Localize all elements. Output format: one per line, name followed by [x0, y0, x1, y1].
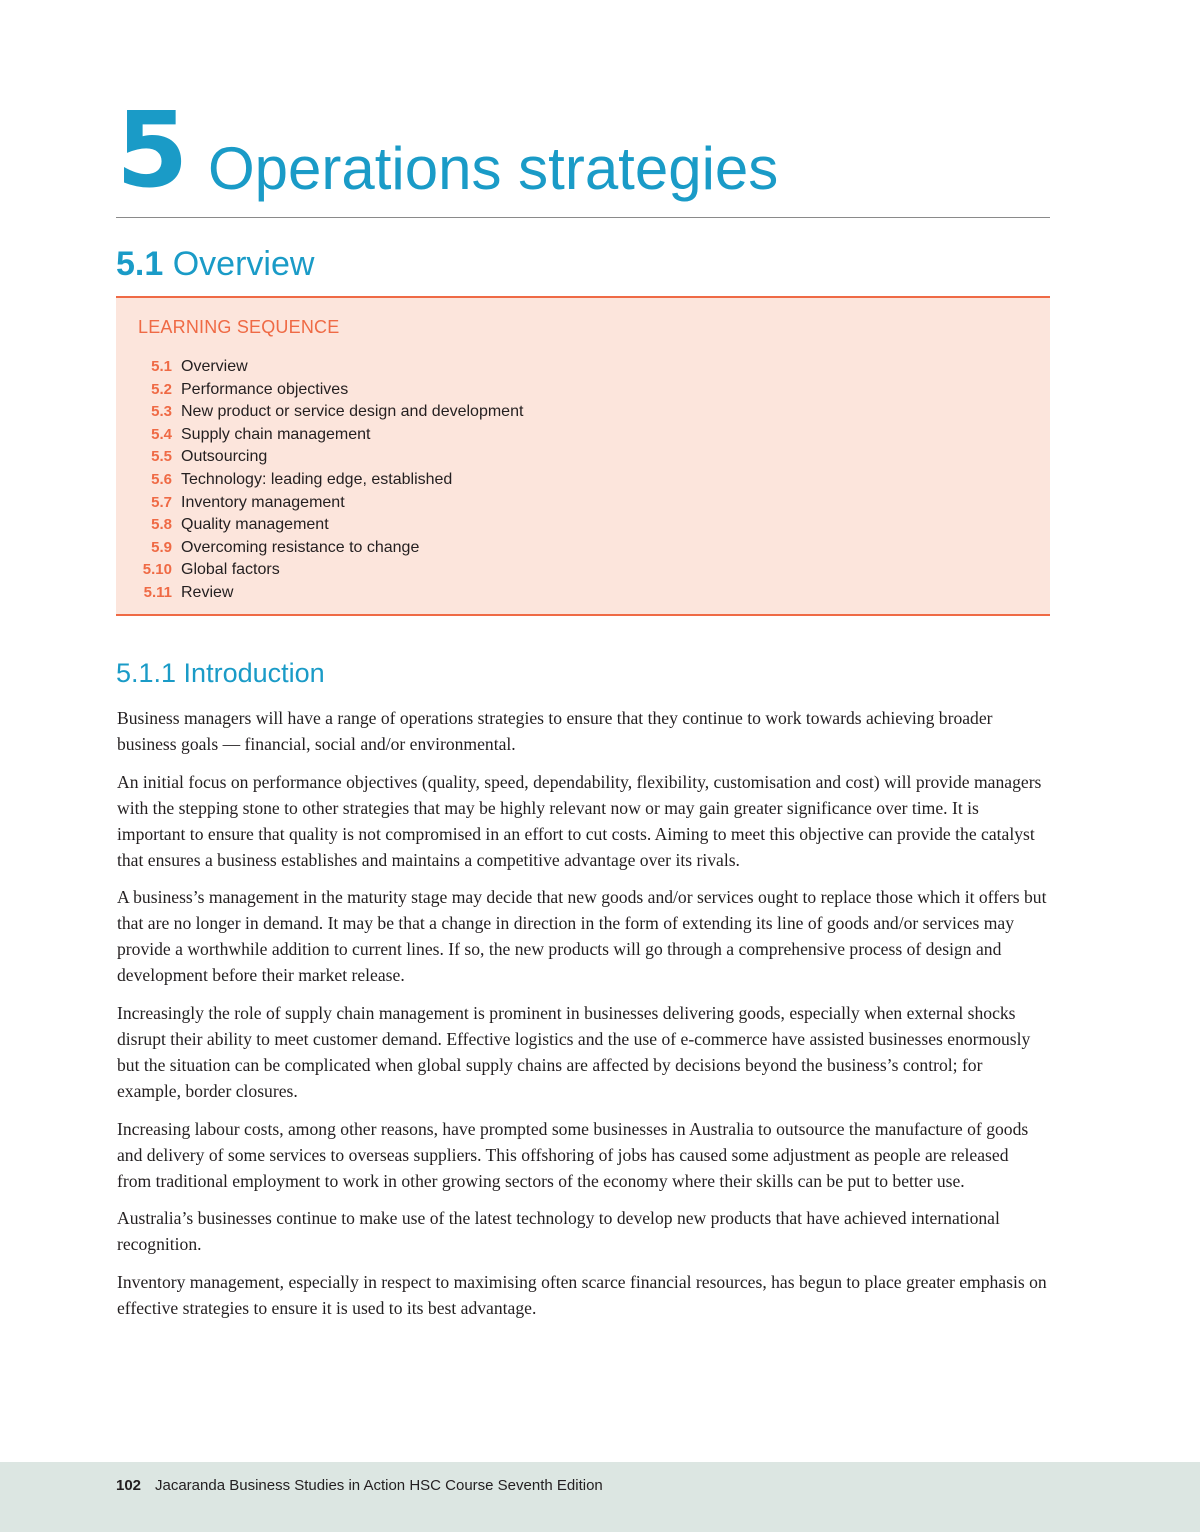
learning-sequence-box [116, 296, 1050, 616]
learning-sequence-item [116, 514, 523, 537]
section-number: 5.1 [116, 245, 164, 283]
learning-sequence-item [116, 469, 523, 492]
learning-sequence-item-label: Global factors [181, 561, 280, 579]
paragraph: Australia’s businesses continue to make use of the latest technology to develop new products that have achieved international recognition. [117, 1208, 1000, 1255]
section-heading [116, 244, 314, 284]
learning-sequence-item-number: 5.5 [151, 448, 172, 466]
learning-sequence-item-number: 5.8 [151, 516, 172, 534]
learning-sequence-item [116, 492, 523, 515]
section-title: Overview [172, 245, 315, 283]
learning-sequence-item [116, 379, 523, 402]
paragraph: A business’s management in the maturity stage may decide that new goods and/or services ought to replace those which it offers but that are no longer in demand. It may be that a change in direction in the form of extending its line of goods and/or services may provide a worthwhile addition to current lines. If so, the new products will go through a comprehensive process of design and development before their market release. [117, 887, 1047, 986]
paragraph: Increasing labour costs, among other reasons, have prompted some businesses in Australia to outsource the manufacture of goods and delivery of some services to overseas suppliers. This offshoring of jobs has caused some adjustment as people are released from traditional employment to work in other growing sectors of the economy where their skills can be put to better use. [117, 1118, 1029, 1191]
learning-sequence-item-label: New product or service design and development [181, 403, 524, 421]
learning-sequence-item-number: 5.11 [143, 583, 172, 601]
learning-sequence-item-label: Supply chain management [181, 425, 371, 443]
learning-sequence-list [116, 356, 523, 605]
learning-sequence-item [116, 537, 523, 560]
learning-sequence-item-label: Performance objectives [181, 380, 349, 398]
page-footer [0, 1462, 1200, 1532]
learning-sequence-item [116, 582, 523, 605]
chapter-heading [116, 89, 1050, 218]
learning-sequence-item-label: Overcoming resistance to change [181, 538, 420, 556]
subsection-heading: 5.1.1 Introduction [116, 658, 325, 688]
learning-sequence-title: LEARNING SEQUENCE [138, 317, 340, 337]
paragraph: An initial focus on performance objectives (quality, speed, dependability, flexibility, customisation and cost) will provide managers with the stepping stone to other strategies that may be highly relevant now or may gain greater significance over time. It is important to ensure that quality is not compromised in an effort to cut costs. Aiming to meet this objective can provide the catalyst that ensures a business establishes and maintains a competitive advantage over its rivals. [117, 771, 1042, 870]
learning-sequence-item-number: 5.4 [151, 425, 172, 443]
body-text [117, 706, 1047, 1334]
learning-sequence-item-number: 5.9 [151, 538, 172, 556]
learning-sequence-item [116, 446, 523, 469]
paragraph: Inventory management, especially in respect to maximising often scarce financial resources, has begun to place greater emphasis on effective strategies to ensure it is used to its best advantage. [117, 1272, 1047, 1319]
chapter-number: 5 [116, 89, 189, 211]
learning-sequence-item-label: Technology: leading edge, established [181, 470, 453, 488]
chapter-title: Operations strategies [208, 135, 779, 202]
learning-sequence-item-number: 5.6 [151, 470, 172, 488]
learning-sequence-item [116, 559, 523, 582]
learning-sequence-item-number: 5.1 [151, 358, 172, 375]
learning-sequence-item [116, 424, 523, 447]
learning-sequence-item-number: 5.7 [151, 493, 172, 511]
learning-sequence-item-label: Inventory management [181, 493, 345, 511]
learning-sequence-item [116, 356, 523, 379]
learning-sequence-item-label: Outsourcing [181, 448, 268, 466]
learning-sequence-item-number: 5.3 [151, 403, 172, 421]
learning-sequence-item-number: 5.10 [142, 561, 172, 579]
learning-sequence-item [116, 401, 523, 424]
book-title: Jacaranda Business Studies in Action HSC Course Seventh Edition [155, 1477, 603, 1494]
learning-sequence-item-label: Review [181, 583, 234, 601]
learning-sequence-item-label: Overview [181, 358, 248, 375]
learning-sequence-item-number: 5.2 [151, 380, 172, 398]
page-number: 102 [116, 1477, 142, 1494]
paragraph: Business managers will have a range of operations strategies to ensure that they continue to work towards achieving broader business goals — financial, social and/or environmental. [117, 708, 993, 754]
paragraph: Increasingly the role of supply chain management is prominent in businesses delivering goods, especially when external shocks disrupt their ability to meet customer demand. Effective logistics and the use of e-commerce have assisted businesses enormously but the situation can be complicated when global supply chains are affected by decisions beyond the business’s control; for example, border closures. [117, 1003, 1031, 1101]
learning-sequence-item-label: Quality management [181, 516, 329, 534]
